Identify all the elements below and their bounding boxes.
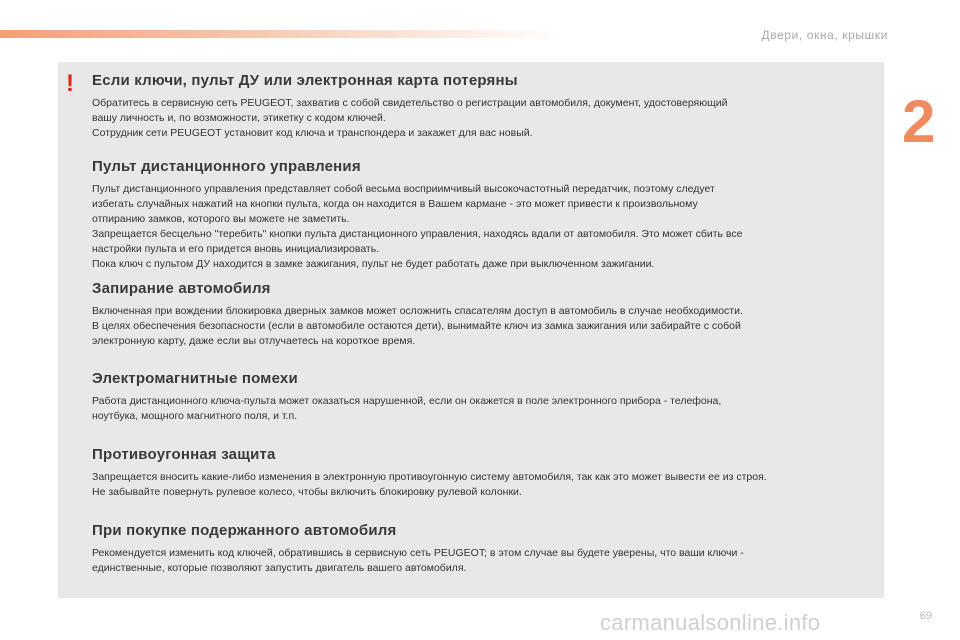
section-title: Если ключи, пульт ДУ или электронная карта потеряны	[92, 72, 518, 89]
section-body: Рекомендуется изменить код ключей, обратившись в сервисную сеть PEUGEOT; в этом случае вы будете уверены, что ваши ключи - единственные, которые позволяют запустить двигатель вашего автомобиля.	[92, 547, 744, 574]
section-title: При покупке подержанного автомобиля	[92, 522, 397, 539]
watermark-text: carmanualsonline.info	[600, 610, 821, 635]
chapter-number: 2	[902, 88, 936, 155]
section-remote-control	[92, 158, 882, 272]
page-header-title: Двери, окна, крышки	[761, 28, 888, 42]
section-title: Противоугонная защита	[92, 446, 276, 463]
exclamation-icon: !	[66, 70, 74, 97]
section-body: Работа дистанционного ключа-пульта может оказаться нарушенной, если он окажется в поле электронного прибора - телефона, ноутбука, мощного магнитного поля, и т.п.	[92, 395, 722, 422]
section-anti-theft	[92, 446, 882, 500]
section-body: Запрещается вносить какие-либо изменения в электронную противоугонную систему автомобиля, так как это может вывести ее из строя. Не забывайте повернуть рулевое колесо, чтобы включить блокировку рулевой колонки.	[92, 471, 767, 498]
section-body: Включенная при вождении блокировка дверных замков может осложнить спасателям доступ в автомобиль в случае необходимости. В целях обеспечения безопасности (если в автомобиле остаются дети), вынимайте ключ из замка зажигания или забирайте с собой электронную карту, даже если вы отлучаетесь на короткое время.	[92, 305, 743, 347]
section-title: Пульт дистанционного управления	[92, 158, 361, 175]
section-title: Запирание автомобиля	[92, 280, 271, 297]
section-locking	[92, 280, 882, 349]
page-number: 69	[919, 610, 932, 622]
section-body: Обратитесь в сервисную сеть PEUGEOT, захватив с собой свидетельство о регистрации автомобиля, документ, удостоверяющий вашу личность и, по возможности, этикетку с кодом ключей. Сотрудник сети PEUGEOT установит код ключа и транспондера и закажет для вас новый.	[92, 97, 728, 139]
section-used-car	[92, 522, 882, 576]
section-body: Пульт дистанционного управления представляет собой весьма восприимчивый высокочастотный передатчик, поэтому следует избегать случайных нажатий на кнопки пульта, когда он находится в Вашем кармане - это может привести к произвольному отпиранию замков, которого вы можете не заметить. Запрещается бесцельно "теребить" кнопки пульта дистанционного управления, находясь вдали от автомобиля. Это может сбить все настройки пульта и его придется вновь инициализировать. Пока ключ с пультом ДУ находится в замке зажигания, пульт не будет работать даже при выключенном зажигании.	[92, 183, 743, 270]
top-accent-bar	[0, 30, 560, 38]
section-interference	[92, 370, 882, 424]
section-lost-keys	[92, 72, 882, 141]
section-title: Электромагнитные помехи	[92, 370, 298, 387]
